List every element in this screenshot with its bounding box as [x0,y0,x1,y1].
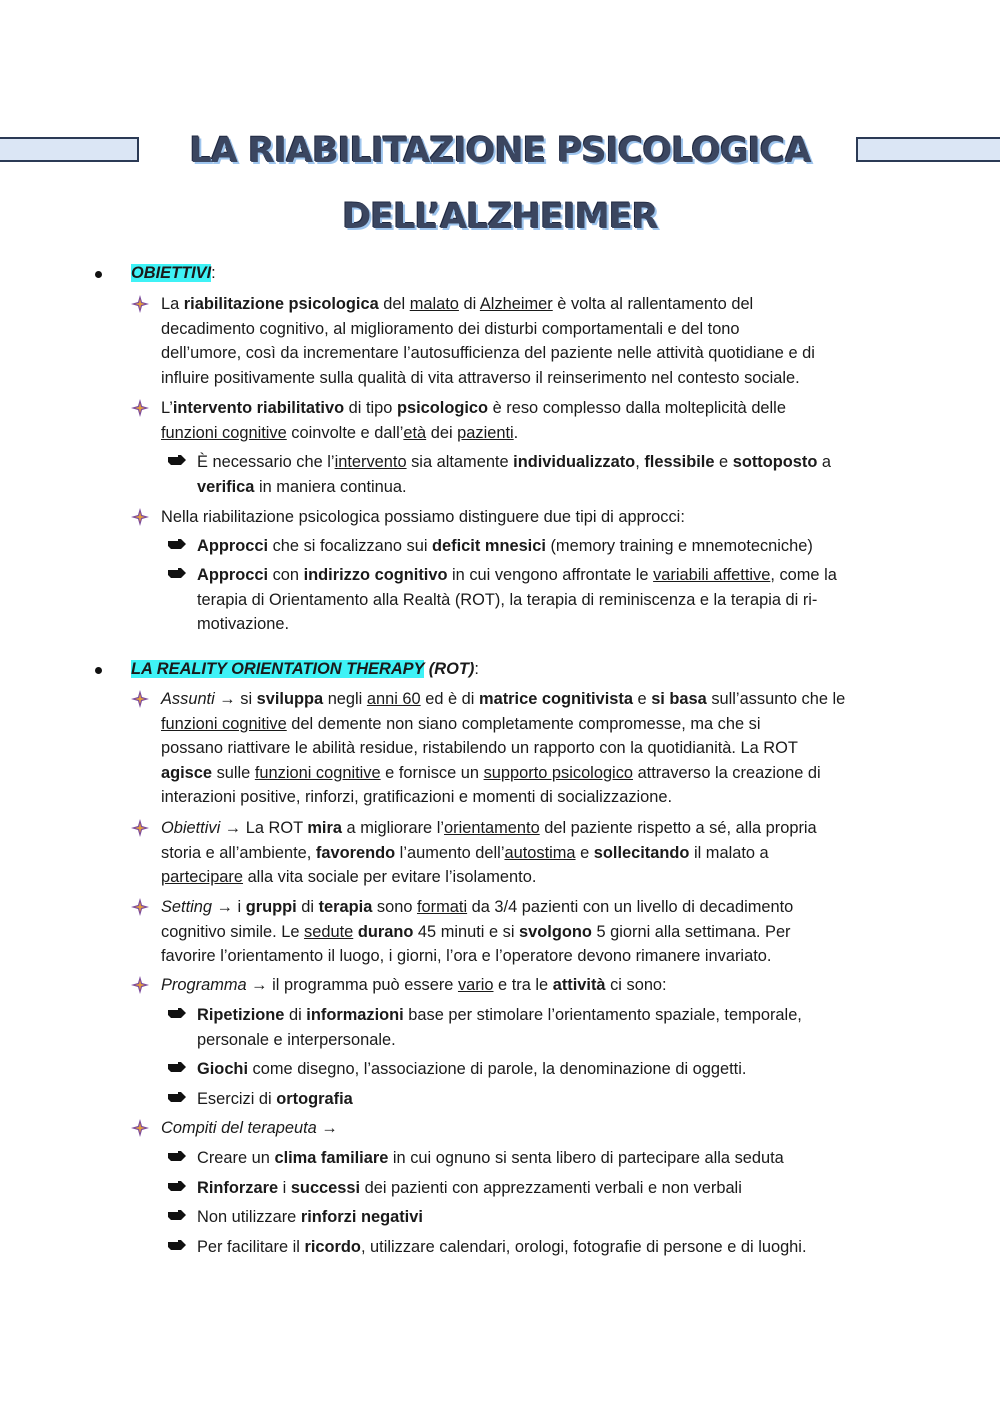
text-run: sono [372,898,417,916]
page-title [0,118,1000,250]
text-run: ortografia [276,1090,353,1108]
text-run: storia e all’ambiente, [161,843,316,862]
text-run: con [268,566,304,584]
text-run: sull’assunto che le [706,690,846,708]
text-run: attraverso la creazione di [633,763,821,782]
list-item [161,505,921,530]
text-run: successi [290,1179,361,1197]
text-run: Rinforzare [197,1179,279,1197]
text-run: base per stimolare l’orientamento spaziale, temporale, [403,1006,802,1024]
text-run: in maniera continua. [254,477,407,496]
text-run: Assunti [161,690,215,708]
text-run: cognitivo simile. Le [161,922,305,941]
text-run: funzioni cognitive [254,763,381,782]
text-run: negli [323,690,367,708]
sub-list-item [197,1235,917,1260]
text-run: 5 giorni alla settimana. Per [591,922,791,941]
text-run: Nella riabilitazione psicologica possiamo distinguere due tipi di approcci: [161,508,685,526]
text-run: verifica [197,477,255,496]
text-run: → [316,1119,338,1137]
text-run: indirizzo cognitivo [303,566,448,584]
text-run: psicologico [396,399,489,417]
pointing-hand-icon [167,1180,187,1192]
pointing-hand-icon [167,1150,187,1162]
item-text [161,505,921,530]
pointing-hand-icon [167,538,187,550]
sub-list-item [197,1057,917,1082]
item-text [197,1205,917,1230]
sub-list-item [197,1003,917,1052]
item-text [197,1087,917,1112]
text-run: individualizzato [513,453,636,471]
text-run: sia altamente [406,453,514,471]
text-run: autostima [504,843,576,862]
item-text [197,1176,917,1201]
star-bullet-icon [131,819,149,837]
text-run: da 3/4 pazienti con un livello di decadimento [467,898,794,916]
item-text [161,816,921,890]
pointing-hand-icon [167,1209,187,1221]
text-run: , utilizzare calendari, orologi, fotografie di persone e di luoghi. [360,1238,807,1256]
sub-list-item [197,563,917,637]
section-heading-rot [131,657,931,682]
title-line-1: LA RIABILITAZIONE PSICOLOGICA [189,131,811,171]
sub-list-item [197,1176,917,1201]
bullet-dot-icon [95,667,102,674]
text-run: personale e interpersonale. [197,1030,396,1049]
star-bullet-icon [131,690,149,708]
text-run: in cui vengono affrontate le [447,566,654,584]
text-run: pazienti [457,423,514,442]
text-run: 45 minuti e si [413,922,520,941]
item-text [197,534,917,559]
item-text [161,895,921,969]
text-run: Approcci [197,537,269,555]
text-run: mira [307,819,342,837]
text-run: coinvolte e dall’ [286,423,404,442]
text-run: Alzheimer [479,295,553,313]
text-run: Compiti del terapeuta [161,1119,317,1137]
text-run: l’aumento dell’ [395,843,505,862]
list-item [161,895,921,969]
text-run: supporto psicologico [483,763,634,782]
text-run: , [635,453,645,471]
text-run: variabili affettive [653,566,771,584]
sub-list-item [197,534,917,559]
text-run: e tra le [493,976,553,994]
list-item [161,687,921,810]
text-run: di tipo [344,399,397,417]
text-run: , come la [770,566,837,584]
item-text [197,450,917,499]
star-bullet-icon [131,508,149,526]
text-run: terapia di Orientamento alla Realtà (ROT), la terapia di reminiscenza e la terapia di ri- [197,590,818,609]
star-bullet-icon [131,399,149,417]
text-run: deficit mnesici [432,537,546,555]
list-item [161,816,921,890]
text-run: di [296,898,319,916]
text-run: riabilitazione psicologica [183,295,379,313]
section-heading-obiettivi [131,261,931,286]
text-run: sottoposto [732,453,818,471]
item-text [161,1116,921,1141]
text-run: e [575,843,594,862]
sub-list-item [197,1146,917,1171]
item-text [197,1235,917,1260]
heading-colon: : [211,264,216,282]
item-text [197,563,917,637]
text-run: vario [457,976,494,994]
text-run: agisce [161,763,213,782]
text-run: clima familiare [274,1149,389,1167]
text-run: → si [214,690,257,708]
text-run: di [458,295,480,313]
text-run: e [632,690,652,708]
text-run: terapia [318,898,373,916]
text-run: L’ [161,399,173,417]
sub-list-item [197,1087,917,1112]
text-run: Setting [161,898,213,916]
text-run: Esercizi di [197,1090,277,1108]
text-run: alla vita sociale per evitare l’isolamento. [243,868,537,887]
text-run: gruppi [245,898,297,916]
text-run: è volta al rallentamento del [552,295,754,313]
text-run: che si focalizzano sui [268,537,433,555]
text-run: Programma [161,976,247,994]
text-run: si basa [651,690,707,708]
text-run: del paziente rispetto a sé, alla propria [539,819,817,837]
text-run: orientamento [444,819,540,837]
text-run: matrice cognitivista [479,690,633,708]
text-run: età [403,423,427,442]
text-run: (memory training e mnemotecniche) [545,537,813,555]
text-run: favorire l’orientamento il luogo, i giorni, l’ora e l’operatore devono rimanere invariato. [161,947,772,966]
text-run: rinforzi negativi [300,1208,423,1226]
heading-suffix: (ROT) [424,660,475,678]
text-run: dei pazienti con apprezzamenti verbali e non verbali [360,1179,742,1197]
list-item [161,292,921,390]
text-run: possano riattivare le abilità residue, ristabilendo un rapporto con la quotidianità. La ROT [161,739,798,758]
title-line-2: DELL’ALZHEIMER [342,197,658,237]
text-run: intervento [334,453,407,471]
text-run: è reso complesso dalla molteplicità delle [488,399,786,417]
item-text [161,396,921,445]
text-run: . [513,423,519,442]
item-text [161,973,921,998]
pointing-hand-icon [167,1061,187,1073]
list-item [161,973,921,998]
pointing-hand-icon [167,1239,187,1251]
star-bullet-icon [131,976,149,994]
text-run: Ripetizione [197,1006,285,1024]
text-run: ed è di [420,690,479,708]
text-run: formati [417,898,468,916]
text-run: durano [357,922,414,941]
text-run: del demente non siano completamente compromesse, ma che si [286,714,761,733]
text-run: Non utilizzare [197,1208,301,1226]
text-run: Giochi [197,1060,248,1078]
text-run: flessibile [644,453,715,471]
text-run: È necessario che l’ [197,453,335,471]
text-run: il malato a [689,843,769,862]
text-run: sviluppa [256,690,324,708]
text-run: informazioni [306,1006,404,1024]
text-run: anni 60 [366,690,421,708]
text-run: Approcci [197,566,269,584]
heading-text: OBIETTIVI [131,264,212,282]
list-item [161,1116,921,1141]
pointing-hand-icon [167,1007,187,1019]
text-run: ci sono: [605,976,667,994]
text-run: in cui ognuno si senta libero di partecipare alla seduta [388,1149,784,1167]
item-text [161,292,921,390]
star-bullet-icon [131,295,149,313]
text-run: dei [426,423,458,442]
text-run: svolgono [519,922,592,941]
text-run: e [714,453,733,471]
sub-list-item [197,450,917,499]
item-text [197,1003,917,1052]
text-run: interazioni positive, rinforzi, gratificazioni e momenti di socializzazione. [161,788,673,807]
list-item [161,396,921,445]
text-run: e fornisce un [380,763,484,782]
text-run: del [378,295,410,313]
text-run: funzioni cognitive [161,423,287,442]
text-run: → il programma può essere [246,976,458,994]
text-run: attività [552,976,606,994]
bullet-dot-icon [95,271,102,278]
text-run: sollecitando [593,843,690,862]
pointing-hand-icon [167,454,187,466]
sub-list-item [197,1205,917,1230]
text-run: a migliorare l’ [341,819,445,837]
text-run: come disegno, l’associazione di parole, la denominazione di oggetti. [248,1060,747,1078]
text-run: La [161,295,184,313]
text-run: → La ROT [220,819,308,837]
text-run: funzioni cognitive [161,714,287,733]
item-text [197,1146,917,1171]
text-run: Obiettivi [161,819,221,837]
heading-colon: : [474,660,479,678]
text-run: Per facilitare il [197,1238,305,1256]
text-run: motivazione. [197,615,290,634]
text-run: → i [212,898,246,916]
text-run: intervento riabilitativo [172,399,345,417]
text-run: Creare un [197,1149,275,1167]
text-run: sulle [212,763,255,782]
heading-text: LA REALITY ORIENTATION THERAPY [131,660,425,678]
text-run: decadimento cognitivo, al miglioramento dei disturbi comportamentali e del tono [161,319,740,338]
text-run: favorendo [315,843,396,862]
text-run: ricordo [304,1238,361,1256]
text-run: dell’umore, così da incrementare l’autosufficienza del paziente nelle attività quotidiane e di [161,344,815,363]
text-run: malato [409,295,459,313]
pointing-hand-icon [167,1091,187,1103]
star-bullet-icon [131,1119,149,1137]
text-run: sedute [304,922,354,941]
item-text [161,687,921,810]
star-bullet-icon [131,898,149,916]
text-run: a [817,453,832,471]
text-run: influire positivamente sulla qualità di vita attraverso il reinserimento nel contesto sociale. [161,368,800,387]
item-text [197,1057,917,1082]
text-run: di [284,1006,307,1024]
text-run: i [278,1179,291,1197]
pointing-hand-icon [167,567,187,579]
text-run: partecipare [161,868,244,887]
